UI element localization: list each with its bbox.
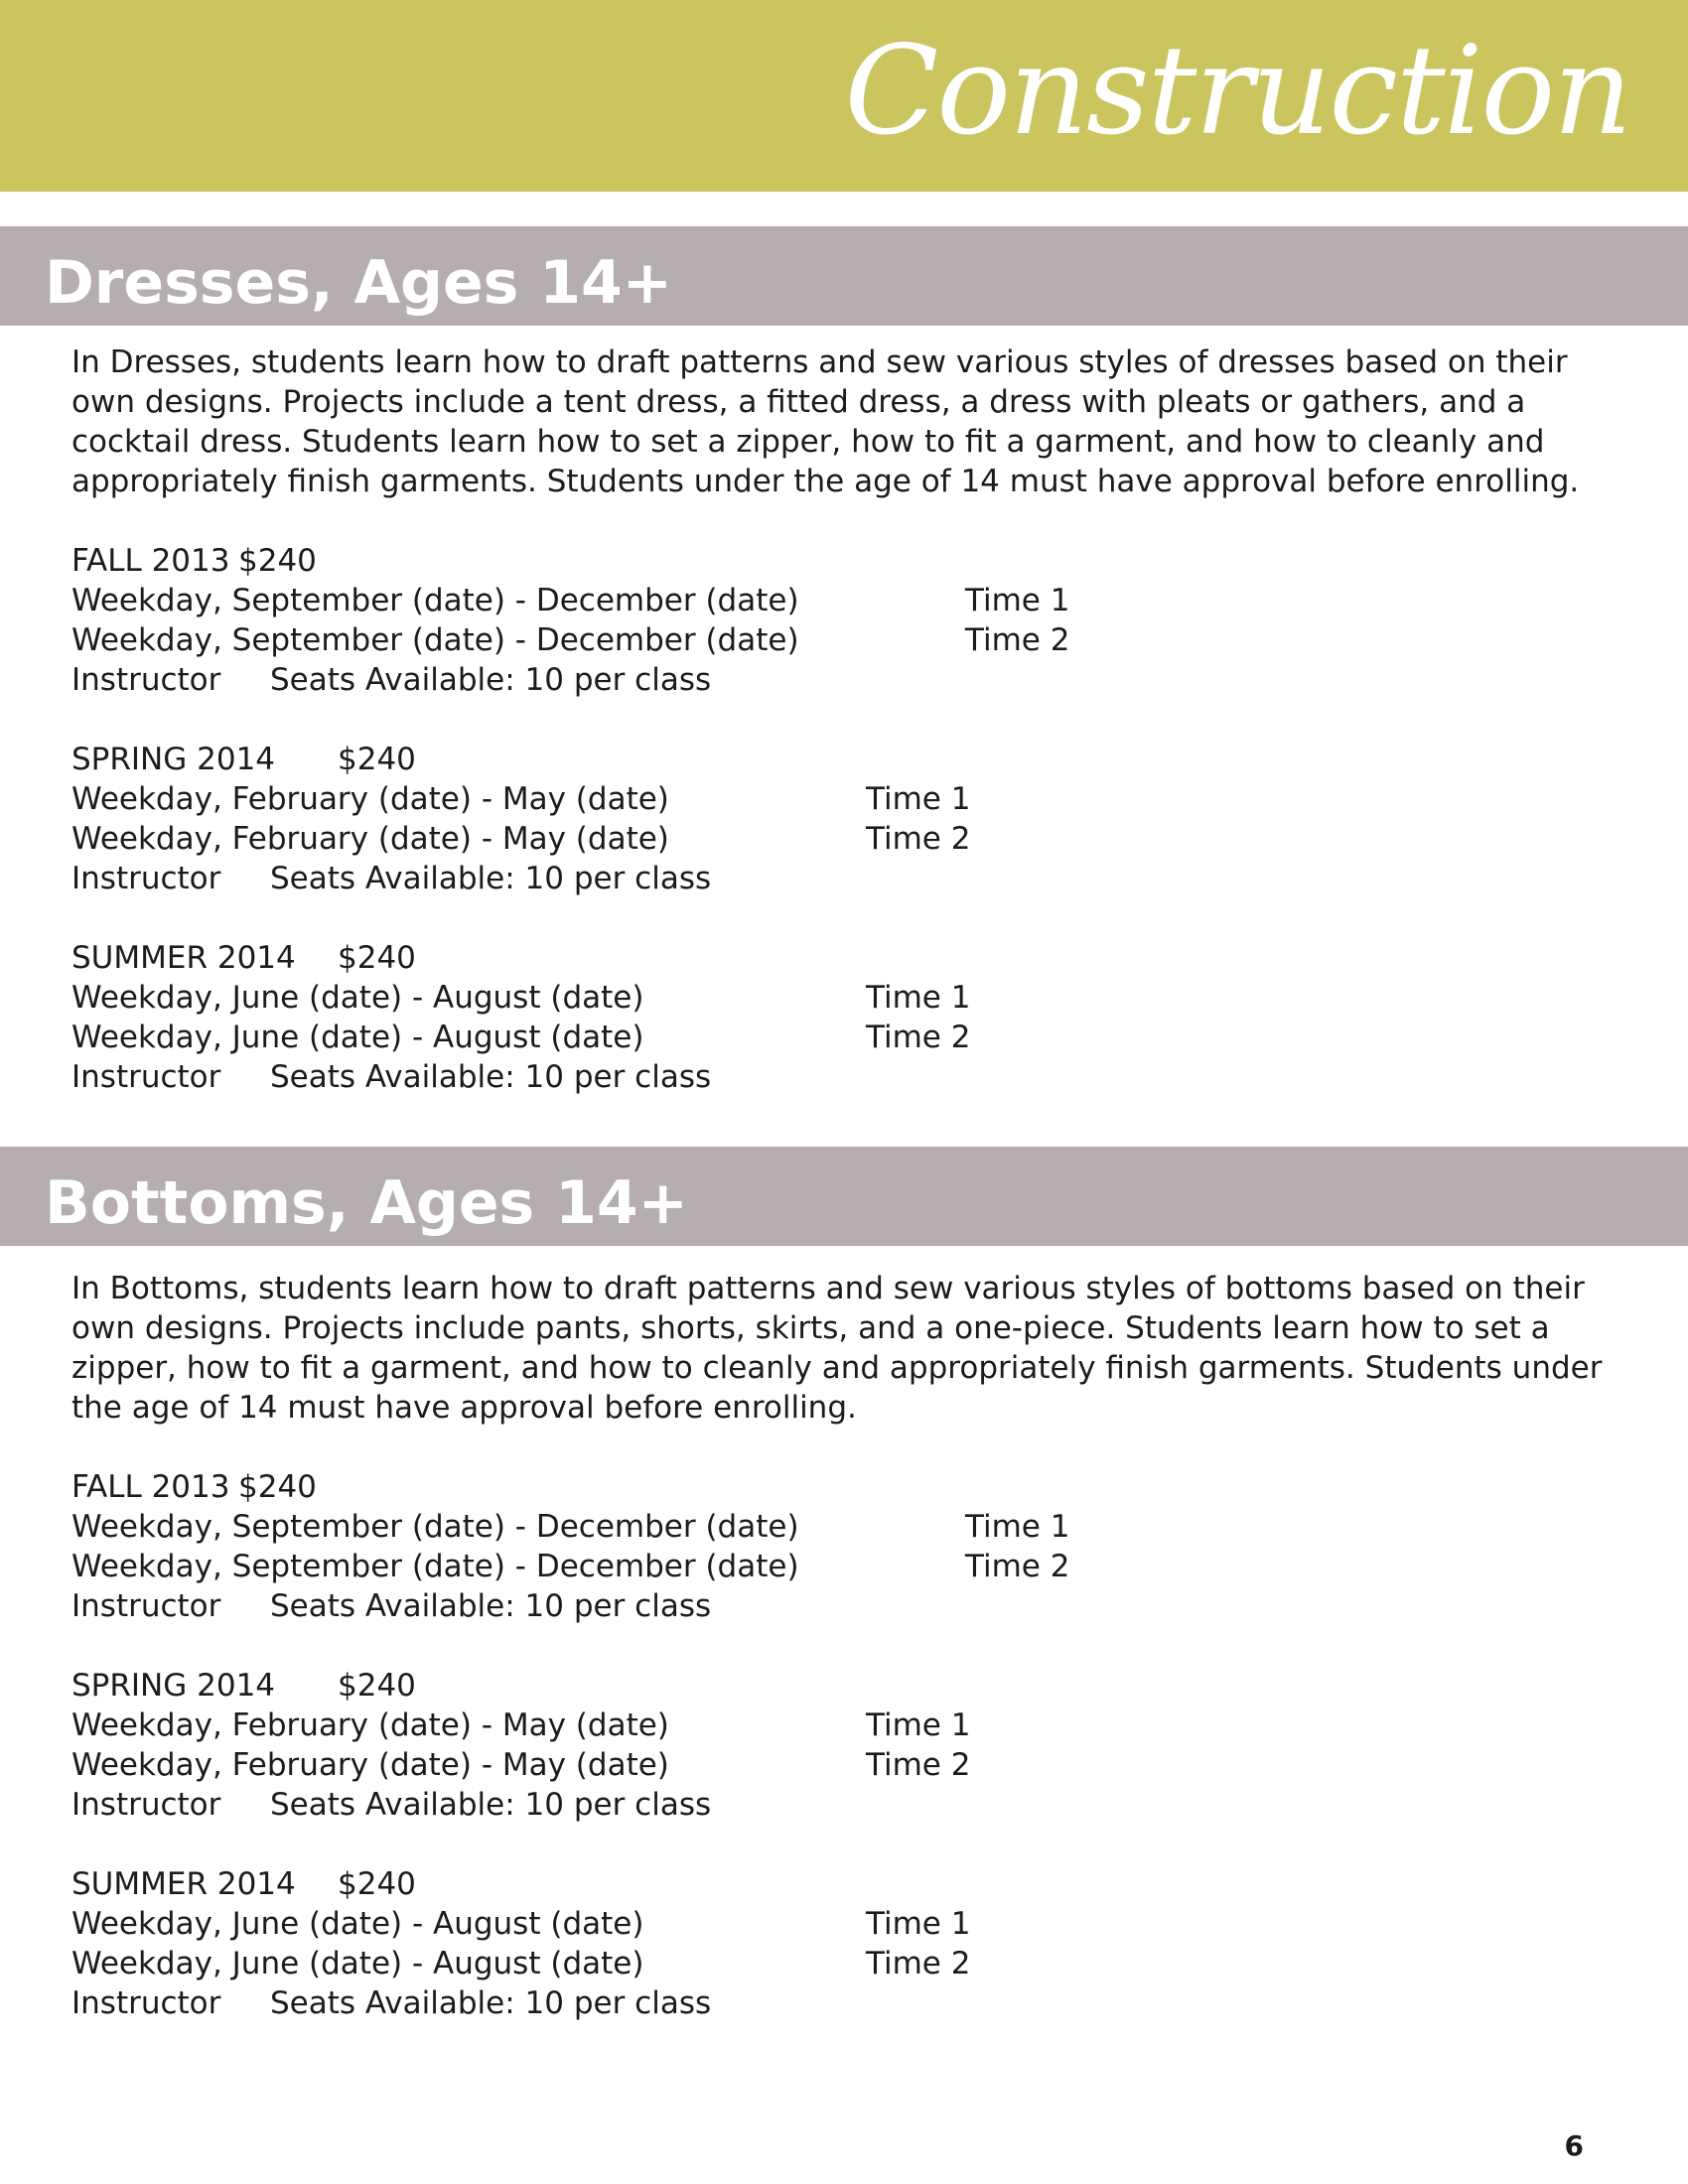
schedule-row (71, 620, 1640, 660)
schedule-row (71, 819, 1640, 859)
section-title: Bottoms, Ages 14+ (45, 1168, 688, 1238)
schedule-time: Time 2 (965, 1549, 1070, 1584)
schedule-dates: Weekday, September (date) - December (date) (71, 622, 799, 658)
schedule-time: Time 1 (866, 781, 971, 817)
term-label: SPRING 2014 (71, 1668, 276, 1704)
seats-available: Seats Available: 10 per class (270, 662, 712, 698)
term-block (71, 541, 1640, 700)
seats-available: Seats Available: 10 per class (270, 861, 712, 896)
schedule-row (71, 1018, 1640, 1057)
schedule-dates: Weekday, June (date) - August (date) (71, 1020, 644, 1055)
term-header (71, 938, 1640, 978)
term-header (71, 1666, 1640, 1706)
instructor-row (71, 1586, 1640, 1626)
section-body-dresses (71, 342, 1640, 1097)
term-block (71, 1864, 1640, 2023)
instructor-row (71, 1983, 1640, 2023)
page-title: Construction (844, 20, 1630, 163)
schedule-time: Time 1 (866, 980, 971, 1016)
instructor-row (71, 660, 1640, 700)
seats-available: Seats Available: 10 per class (270, 1985, 712, 2021)
schedule-row (71, 581, 1640, 620)
course-description: In Bottoms, students learn how to draft patterns and sew various styles of bottoms based on their own designs. Projects include pants, shorts, skirts, and a one-piece. Students learn how to set a zipper, how to fit a garment, and how to cleanly and appropriately finish garments. Students under the age of 14 must have approval before enrolling. (71, 1271, 1603, 1426)
instructor-row (71, 1057, 1640, 1097)
schedule-time: Time 2 (866, 1747, 971, 1783)
schedule-dates: Weekday, June (date) - August (date) (71, 1946, 644, 1981)
seats-available: Seats Available: 10 per class (270, 1059, 712, 1095)
term-label: FALL 2013 (71, 1469, 230, 1505)
seats-available: Seats Available: 10 per class (270, 1787, 712, 1823)
schedule-row (71, 1944, 1640, 1983)
schedule-row (71, 779, 1640, 819)
term-label: SUMMER 2014 (71, 940, 296, 976)
term-block (71, 1666, 1640, 1825)
schedule-time: Time 2 (866, 1946, 971, 1981)
term-price: $240 (238, 543, 317, 579)
schedule-dates: Weekday, September (date) - December (date) (71, 583, 799, 618)
instructor-row (71, 1785, 1640, 1825)
term-header (71, 1467, 1640, 1507)
schedule-row (71, 1904, 1640, 1944)
schedule-dates: Weekday, June (date) - August (date) (71, 980, 644, 1016)
section-body-bottoms (71, 1269, 1640, 2023)
term-block (71, 740, 1640, 898)
schedule-time: Time 1 (965, 583, 1070, 618)
schedule-time: Time 1 (866, 1906, 971, 1942)
instructor-label: Instructor (71, 861, 221, 896)
instructor-label: Instructor (71, 1787, 221, 1823)
schedule-row (71, 1745, 1640, 1785)
schedule-row (71, 1706, 1640, 1745)
schedule-time: Time 2 (866, 821, 971, 857)
instructor-label: Instructor (71, 1588, 221, 1624)
instructor-row (71, 859, 1640, 898)
schedule-dates: Weekday, February (date) - May (date) (71, 1747, 669, 1783)
schedule-time: Time 1 (965, 1509, 1070, 1545)
term-header (71, 740, 1640, 779)
section-title: Dresses, Ages 14+ (45, 248, 673, 318)
term-block (71, 1467, 1640, 1626)
header-band (0, 0, 1688, 192)
instructor-label: Instructor (71, 662, 221, 698)
term-price: $240 (338, 742, 416, 777)
term-label: SPRING 2014 (71, 742, 276, 777)
term-price: $240 (338, 940, 416, 976)
schedule-row (71, 978, 1640, 1018)
instructor-label: Instructor (71, 1985, 221, 2021)
section-header-dresses (0, 226, 1688, 326)
term-label: SUMMER 2014 (71, 1866, 296, 1902)
schedule-time: Time 2 (866, 1020, 971, 1055)
schedule-row (71, 1547, 1640, 1586)
schedule-row (71, 1507, 1640, 1547)
schedule-time: Time 2 (965, 622, 1070, 658)
term-header (71, 1864, 1640, 1904)
schedule-dates: Weekday, February (date) - May (date) (71, 1707, 669, 1743)
term-price: $240 (238, 1469, 317, 1505)
schedule-dates: Weekday, February (date) - May (date) (71, 821, 669, 857)
term-header (71, 541, 1640, 581)
term-block (71, 938, 1640, 1097)
term-price: $240 (338, 1866, 416, 1902)
term-label: FALL 2013 (71, 543, 230, 579)
schedule-time: Time 1 (866, 1707, 971, 1743)
schedule-dates: Weekday, June (date) - August (date) (71, 1906, 644, 1942)
term-price: $240 (338, 1668, 416, 1704)
page-number: 6 (1564, 2129, 1584, 2162)
course-description: In Dresses, students learn how to draft patterns and sew various styles of dresses based on their own designs. Projects include a tent dress, a fitted dress, a dress with pleats or gathers, and a cocktail dress. Students learn how to set a zipper, how to fit a garment, and how to cleanly and appropriately finish garments. Students under the age of 14 must have approval before enrolling. (71, 344, 1580, 499)
schedule-dates: Weekday, September (date) - December (date) (71, 1509, 799, 1545)
schedule-dates: Weekday, September (date) - December (date) (71, 1549, 799, 1584)
seats-available: Seats Available: 10 per class (270, 1588, 712, 1624)
section-header-bottoms (0, 1147, 1688, 1246)
schedule-dates: Weekday, February (date) - May (date) (71, 781, 669, 817)
instructor-label: Instructor (71, 1059, 221, 1095)
